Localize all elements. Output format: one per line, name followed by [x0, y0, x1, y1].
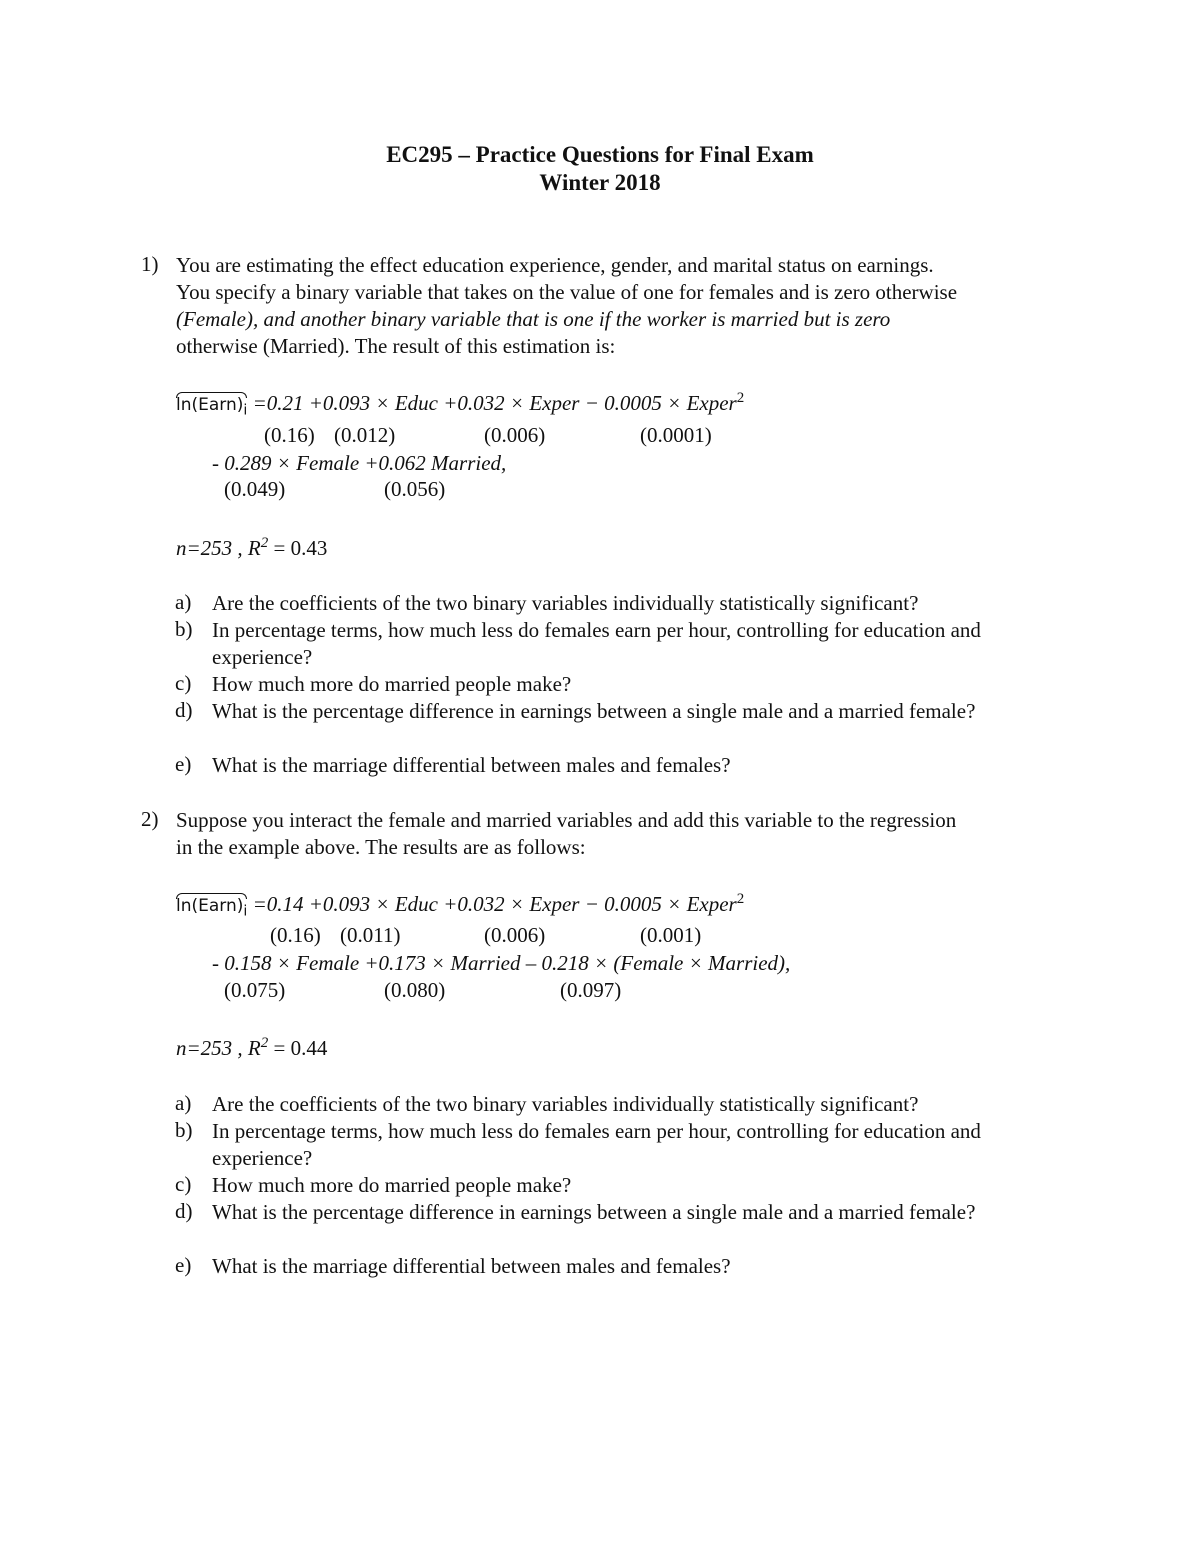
q2-number: 2) — [141, 807, 159, 831]
q1-equation-sup: 2 — [736, 390, 745, 406]
q1-item-d: What is the percentage difference in earnings between a single male and a married female? — [212, 699, 976, 723]
q1-item-c: How much more do married people make? — [212, 672, 572, 696]
q1-item-c-letter: c) — [175, 671, 192, 695]
page-subtitle: Winter 2018 — [539, 170, 661, 195]
q2-se2-1: (0.075) — [224, 978, 286, 1002]
q2-equation-lhs: $\ln(Earn)_i$ — [176, 896, 248, 920]
q1-equation-line-2: - 0.289 × Female +0.062 Married, — [212, 451, 507, 475]
q2-intro-line-1: Suppose you interact the female and married variables and add this variable to the regression — [176, 808, 957, 832]
q2-se-1: (0.16) — [270, 923, 321, 947]
q1-item-a: Are the coefficients of the two binary variables individually statistically significant? — [212, 591, 919, 615]
q2-item-b: In percentage terms, how much less do females earn per hour, controlling for education and experience? — [212, 1119, 981, 1170]
q1-item-e-letter: e) — [175, 752, 192, 776]
q1-item-a-letter: a) — [175, 590, 192, 614]
q2-se2-2: (0.080) — [384, 978, 446, 1002]
q2-se-3: (0.006) — [484, 923, 546, 947]
q1-number: 1) — [141, 252, 159, 276]
q2-equation-sup: 2 — [736, 891, 745, 907]
q2-item-c-letter: c) — [175, 1172, 192, 1196]
q2-item-a-letter: a) — [175, 1091, 192, 1115]
q1-item-b: In percentage terms, how much less do females earn per hour, controlling for education and experience? — [212, 618, 981, 669]
q1-intro-line-1: You are estimating the effect education experience, gender, and marital status on earnings. — [176, 253, 934, 277]
q1-se-4: (0.0001) — [640, 423, 712, 447]
q2-se-2: (0.011) — [340, 923, 401, 947]
q2-item-c: How much more do married people make? — [212, 1173, 572, 1197]
q2-item-b-letter: b) — [175, 1118, 193, 1142]
q1-se-3: (0.006) — [484, 423, 546, 447]
q1-item-e: What is the marriage differential between males and females? — [212, 753, 731, 777]
q2-item-d: What is the percentage difference in earnings between a single male and a married female? — [212, 1200, 976, 1224]
page-title: EC295 – Practice Questions for Final Exam — [386, 142, 814, 167]
q1-intro-line-4: otherwise (Married). The result of this estimation is: — [176, 334, 616, 358]
q1-se-2: (0.012) — [334, 423, 396, 447]
q2-stats: n=253 , $R^2 = 0.44$ — [176, 1035, 328, 1060]
q1-se2-2: (0.056) — [384, 477, 446, 501]
q2-se2-3: (0.097) — [560, 978, 622, 1002]
q2-se-4: (0.001) — [640, 923, 702, 947]
q1-item-d-letter: d) — [175, 698, 193, 722]
q1-equation-lhs: $\ln(Earn)_i$ — [176, 395, 248, 419]
q1-intro-line-2: You specify a binary variable that takes on the value of one for females and is zero otherwise — [176, 280, 958, 304]
q1-equation-rhs: =0.21 +0.093 × Educ +0.032 × Exper − 0.0005 × Exper — [252, 391, 737, 415]
q2-item-e: What is the marriage differential between males and females? — [212, 1254, 731, 1278]
q2-item-a: Are the coefficients of the two binary variables individually statistically significant? — [212, 1092, 919, 1116]
q1-stats: n=253 , $R^2 = 0.43$ — [176, 535, 328, 560]
q2-equation-line-2: - 0.158 × Female +0.173 × Married – 0.218 × (Female × Married), — [212, 951, 791, 975]
q1-intro-line-3: (Female), and another binary variable that is one if the worker is married but is zero — [176, 307, 891, 331]
q1-item-b-letter: b) — [175, 617, 193, 641]
q1-se2-1: (0.049) — [224, 477, 286, 501]
q2-item-e-letter: e) — [175, 1253, 192, 1277]
q2-equation-rhs: =0.14 +0.093 × Educ +0.032 × Exper − 0.0005 × Exper — [252, 892, 737, 916]
q2-intro-line-2: in the example above. The results are as follows: — [176, 835, 586, 859]
q1-se-1: (0.16) — [264, 423, 315, 447]
q2-equation-line-1 — [176, 891, 744, 919]
q2-item-d-letter: d) — [175, 1199, 193, 1223]
q1-equation-line-1 — [176, 390, 744, 418]
